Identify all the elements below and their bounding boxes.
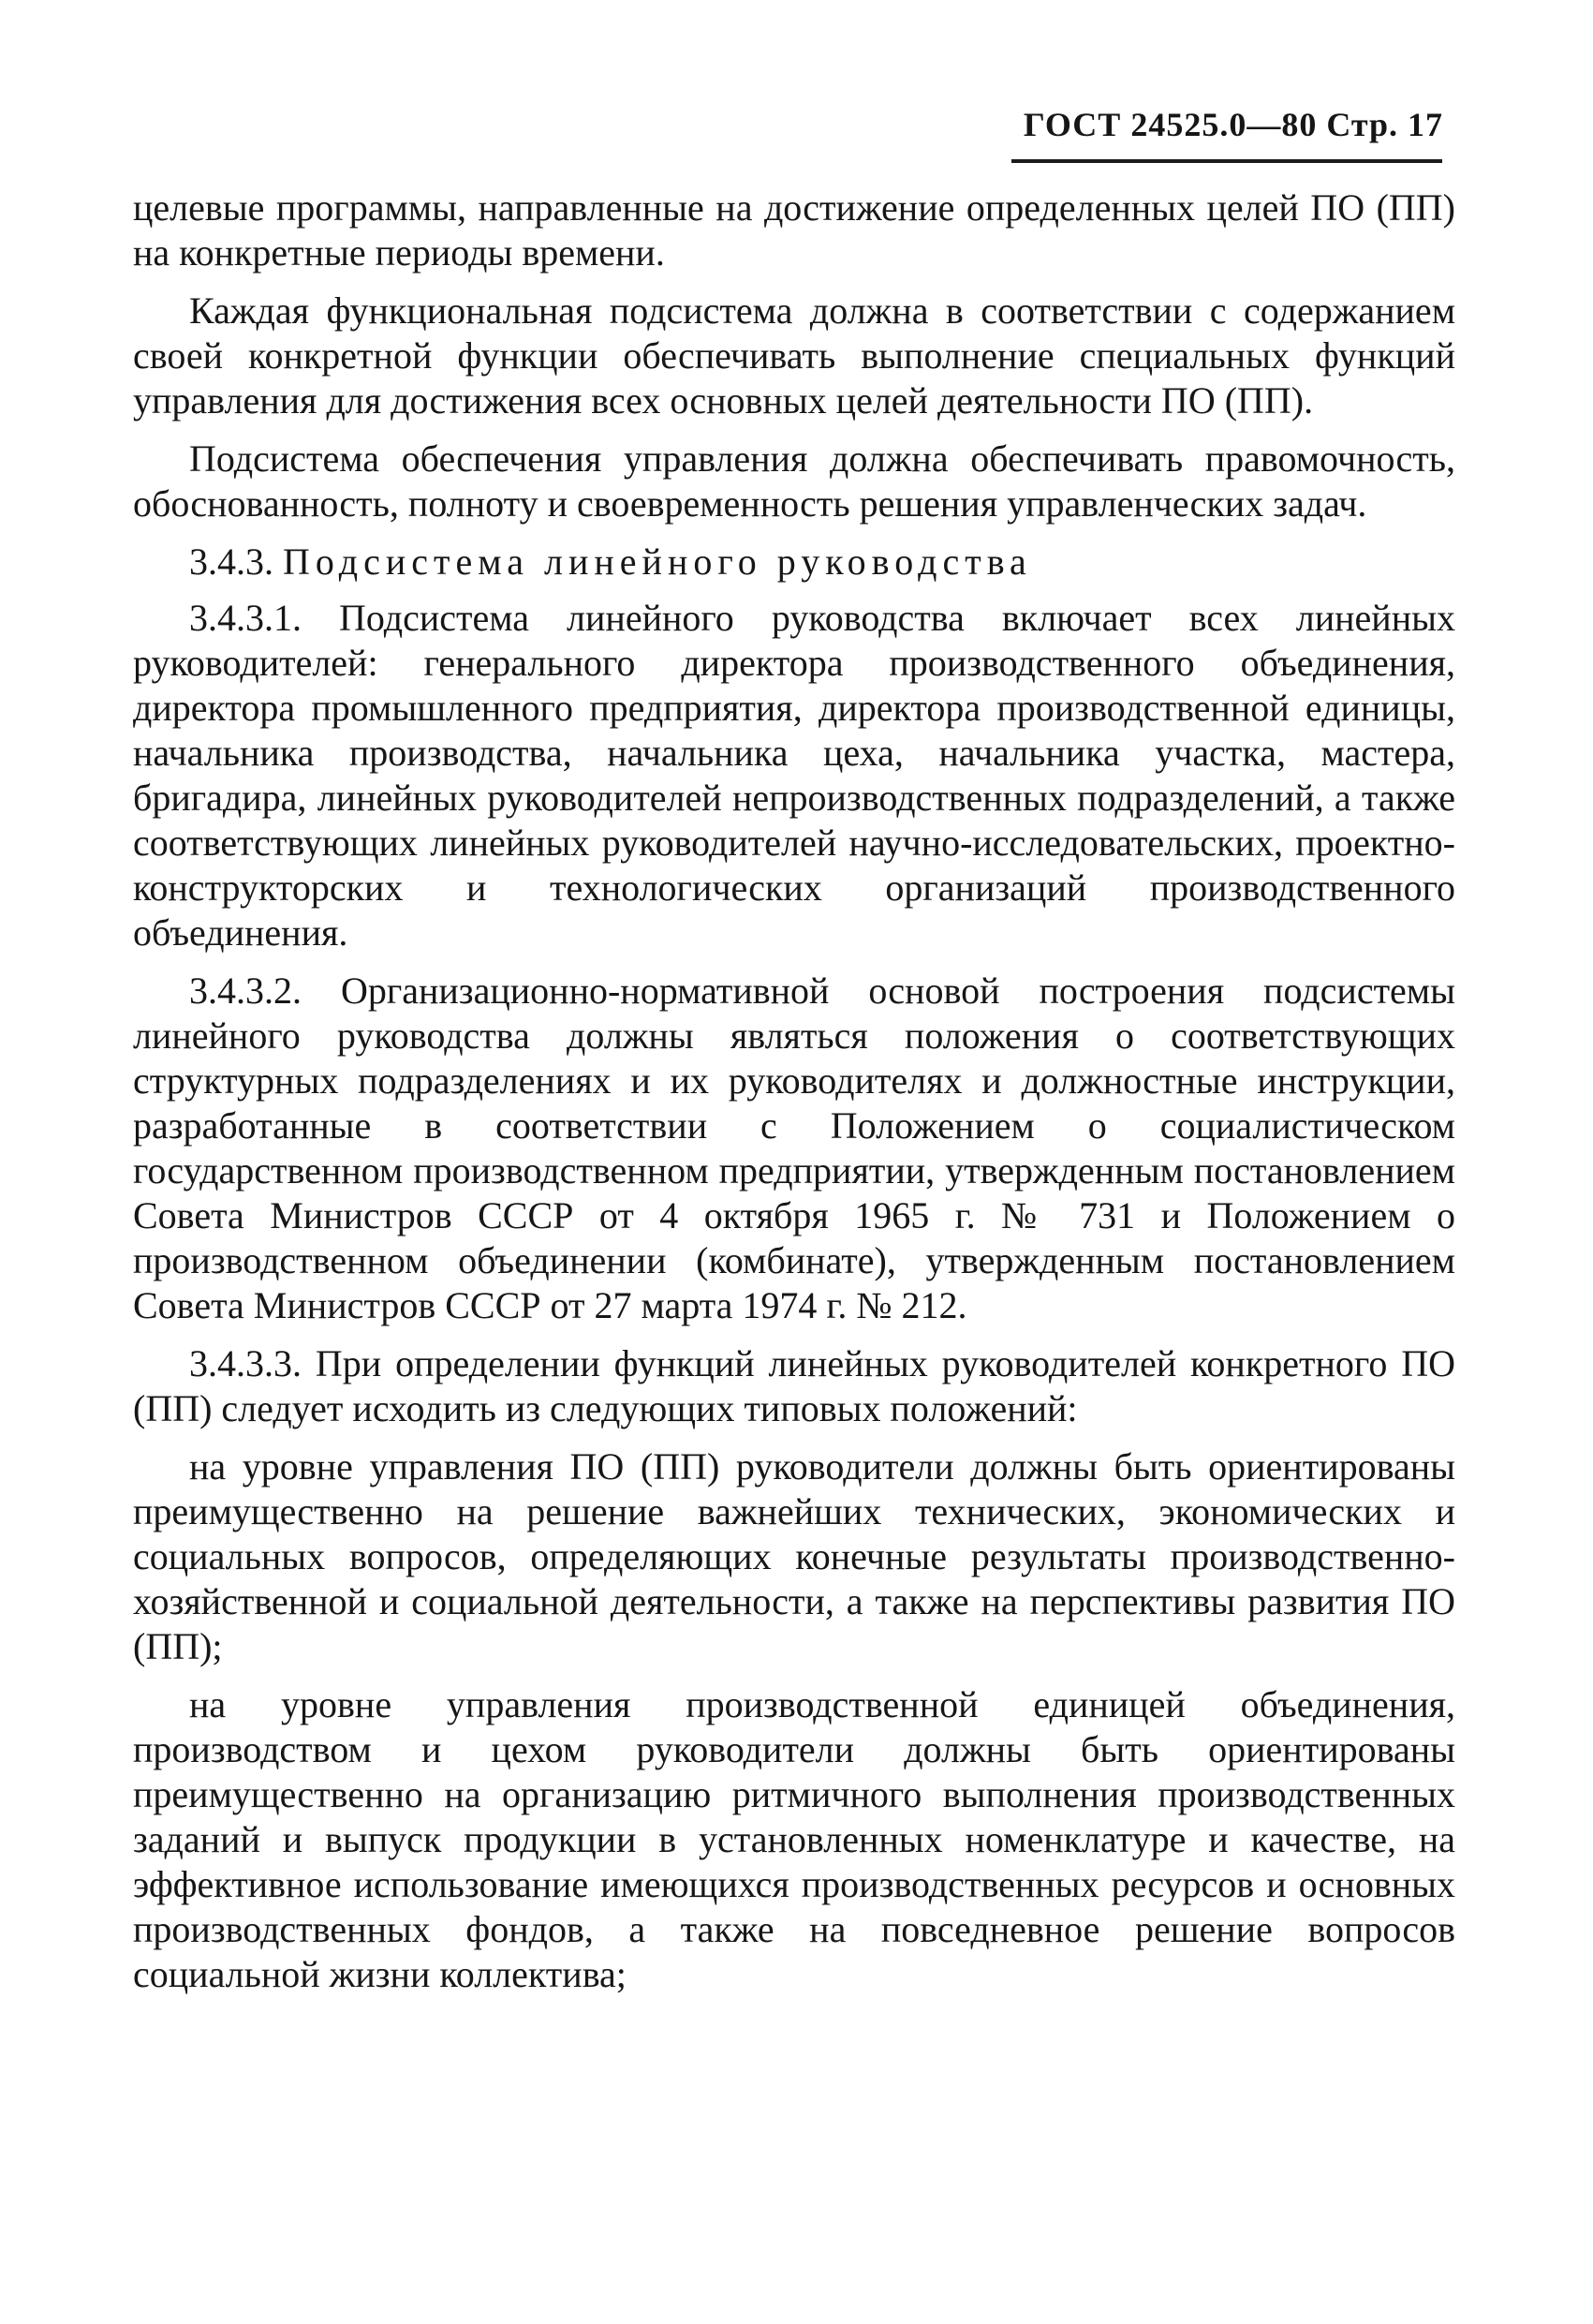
running-header: ГОСТ 24525.0—80 Стр. 17 <box>1023 106 1443 143</box>
paragraph-3: Подсистема обеспечения управления должна обеспечивать правомочность, обоснованность, полноту и своевременность решения управленческих задач. <box>133 437 1455 525</box>
paragraph-level-po: на уровне управления ПО (ПП) руководители должны быть ориентированы преимущественно на решение важнейших технических, экономических и социальных вопросов, определяющих конечные результаты производственно-хозяйственной и социальной деятельности, а также на перспективы развития ПО (ПП); <box>133 1445 1455 1667</box>
paragraph-3-4-3-1: 3.4.3.1. Подсистема линейного руководства включает всех линейных руководителей: генерального директора производственного объединения, директора промышленного предприятия, директора производственной единицы, начальника производства, начальника цеха, начальника участка, мастера, бригадира, линейных руководителей непроизводственных подразделений, а также соответствующих линейных руководителей научно-исследовательских, проектно-конструкторских и технологических организаций производственного объединения. <box>133 597 1455 954</box>
paragraph-3-4-3-2: 3.4.3.2. Организационно-нормативной основой построения подсистемы линейного руководства должны являться положения о соответствующих структурных подразделениях и их руководителях и должностные инструкции, разработанные в соответствии с Положением о социалистическом государственном производственном предприятии, утвержденным постановлением Совета Министров СССР от 4 октября 1965 г. № 731 и Положением о производственном объединении (комбинате), утвержденным постановлением Совета Министров СССР от 27 марта 1974 г. № 212. <box>133 970 1455 1326</box>
body-text <box>133 185 1455 2010</box>
section-title: Подсистема линейного руководства <box>283 540 1032 583</box>
paragraph-2: Каждая функциональная подсистема должна в соответствии с содержанием своей конкретной функции обеспечивать выполнение специальных функций управления для достижения всех основных целей деятельности ПО (ПП). <box>133 289 1455 422</box>
section-heading <box>133 540 1455 585</box>
section-number: 3.4.3. <box>189 540 273 583</box>
paragraph-1: целевые программы, направленные на достижение определенных целей ПО (ПП) на конкретные периоды времени. <box>133 186 1455 274</box>
paragraph-3-4-3-3: 3.4.3.3. При определении функций линейных руководителей конкретного ПО (ПП) следует исходить из следующих типовых положений: <box>133 1342 1455 1429</box>
paragraph-level-unit: на уровне управления производственной единицей объединения, производством и цехом руководители должны быть ориентированы преимущественно на организацию ритмичного выполнения производственных заданий и выпуск продукции в установленных номенклатуре и качестве, на эффективное использование имеющихся производственных ресурсов и основных производственных фондов, а также на повседневное решение вопросов социальной жизни коллектива; <box>133 1683 1455 1995</box>
header-rule <box>1011 159 1442 163</box>
